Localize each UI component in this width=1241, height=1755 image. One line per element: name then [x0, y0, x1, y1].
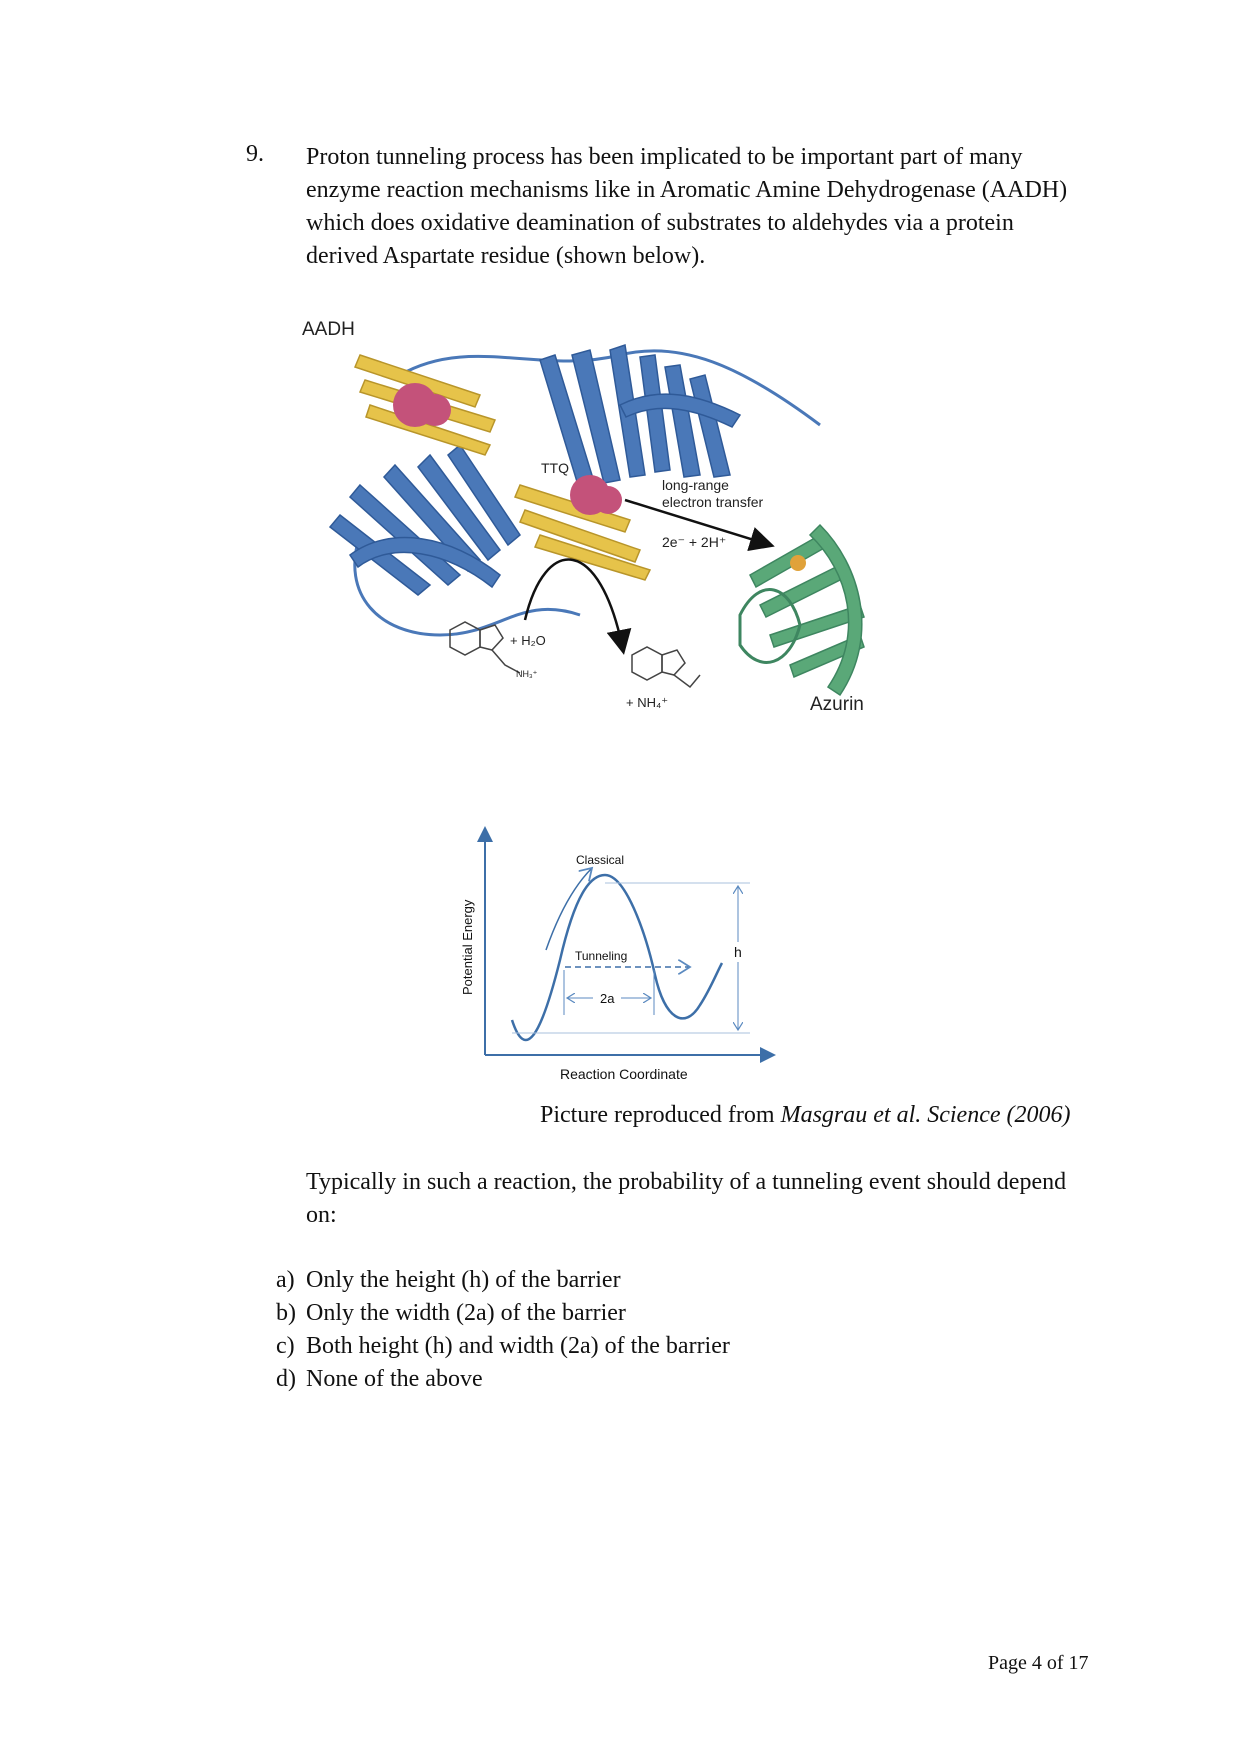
width-label: 2a: [600, 991, 615, 1006]
height-label: h: [734, 944, 742, 960]
aadh-structure-figure: [302, 319, 980, 805]
aadh-label: AADH: [302, 319, 355, 340]
product-label: + NH₄⁺: [626, 695, 669, 710]
product-molecule: [632, 647, 700, 687]
option-a[interactable]: [276, 1264, 730, 1297]
option-letter: a): [276, 1267, 295, 1293]
option-letter: d): [276, 1366, 296, 1392]
x-axis-label: Reaction Coordinate: [560, 1066, 688, 1082]
option-d[interactable]: [276, 1363, 730, 1396]
classical-label: Classical: [576, 853, 625, 867]
aadh-blue-domain-left: [330, 445, 520, 595]
caption-prefix: Picture reproduced from: [540, 1102, 781, 1128]
ttq-sphere: [594, 486, 622, 514]
reactant-nh-label: NH₃⁺: [516, 669, 538, 679]
question-prompt: Typically in such a reaction, the probability of a tunneling event should depend on:: [306, 1169, 1067, 1228]
option-letter: b): [276, 1300, 296, 1326]
substrate-sphere: [419, 394, 451, 426]
answer-options: [276, 1264, 730, 1396]
classical-arrow: [546, 868, 592, 950]
copper-atom: [790, 555, 806, 571]
option-text: Only the height (h) of the barrier: [306, 1267, 621, 1293]
option-text: Only the width (2a) of the barrier: [306, 1300, 626, 1326]
azurin-green-domain: [740, 525, 864, 695]
electrons-label: 2e⁻ + 2H⁺: [662, 534, 727, 550]
reactant-water-label: + H₂O: [510, 633, 546, 648]
figure-caption: [540, 1102, 1071, 1129]
energy-diagram: [450, 820, 800, 1095]
aadh-blue-domain-right: [540, 345, 740, 485]
option-b[interactable]: [276, 1297, 730, 1330]
tunneling-label: Tunneling: [575, 949, 628, 963]
option-letter: c): [276, 1333, 295, 1359]
ttq-label: TTQ: [541, 460, 569, 476]
caption-source: Masgrau et al. Science (2006): [780, 1102, 1071, 1128]
azurin-label: Azurin: [810, 694, 864, 715]
option-text: Both height (h) and width (2a) of the barrier: [306, 1333, 730, 1359]
option-text: None of the above: [306, 1366, 483, 1392]
transfer-label-1: long-range: [662, 477, 729, 493]
page-number: Page 4 of 17: [988, 1652, 1089, 1674]
question-text: Proton tunneling process has been implicated to be important part of many enzyme reaction mechanisms like in Aromatic Amine Dehydrogenase (AADH) which does oxidative deamination of substrates to aldehydes via a protein derived Aspartate residue (shown below).: [306, 144, 1068, 269]
option-c[interactable]: [276, 1330, 730, 1363]
transfer-label-2: electron transfer: [662, 494, 764, 510]
question-number: 9.: [246, 141, 264, 167]
y-axis-label: Potential Energy: [460, 899, 475, 995]
